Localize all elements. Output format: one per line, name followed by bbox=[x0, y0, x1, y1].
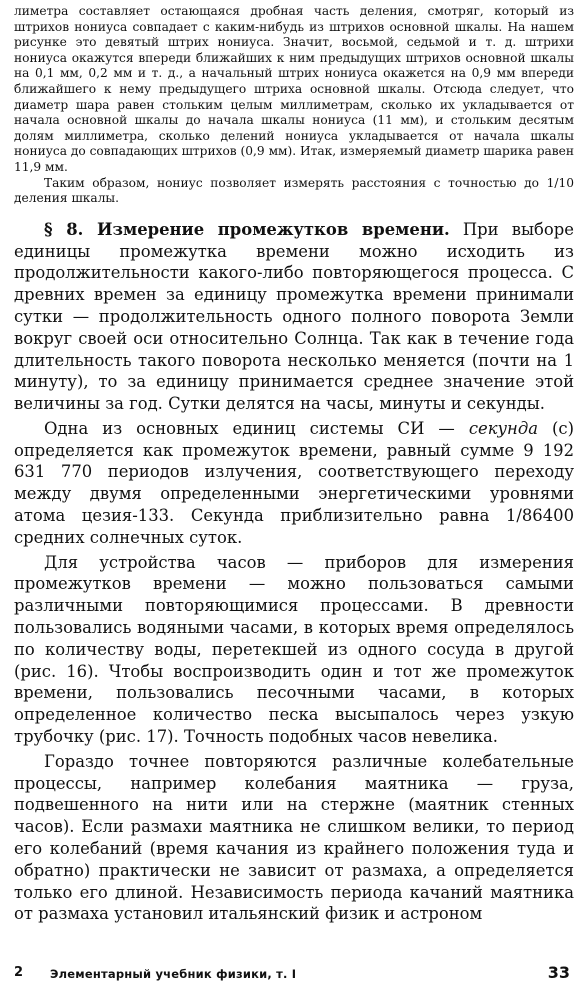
section-paragraph-1-text: При выборе единицы промежутка времени можно исходить из продолжительности какого-либо повторяющегося процесса. С древних времен за единицу промежутка времени принимали сутки — продолжительность одного полного поворота Земли вокруг своей оси относительно Солнца. Так как в течение года длительность такого поворота несколько меняется (почти на 1 минуту), то за единицу принимается среднее значение этой величины за год. Сутки делятся на часы, минуты и секунды. bbox=[14, 219, 574, 414]
section-paragraph-3: Для устройства часов — приборов для измерения промежутков времени — можно пользоваться самыми различными повторяющимися процессами. В древности пользовались водяными часами, в которых время определялось по количеству воды, перетекшей из одного сосуда в другой (рис. 16). Чтобы воспроизводить один и тот же промежуток времени, пользовались песочными часами, в которых определенное количество песка высыпалось через узкую трубочку (рис. 17). Точность подобных часов невелика. bbox=[14, 552, 574, 747]
page-number: 33 bbox=[547, 963, 570, 982]
section-paragraph-1 bbox=[14, 219, 574, 415]
page-footer bbox=[14, 959, 574, 983]
continuation-paragraph-2: Таким образом, нониус позволяет измерять расстояния с точностью до 1/10 деления шкалы. bbox=[14, 175, 574, 206]
book-title: Элементарный учебник физики, т. I bbox=[50, 967, 297, 981]
section-paragraph-2-text-a: Одна из основных единиц системы СИ — bbox=[44, 418, 469, 438]
section-title: § 8. Измерение промежутков времени. bbox=[44, 219, 450, 239]
signature-mark: 2 bbox=[14, 965, 24, 980]
term-second: секунда bbox=[468, 418, 538, 438]
section-paragraph-4: Гораздо точнее повторяются различные колебательные процессы, например колебания маятника — груза, подвешенного на нити или на стержне (маятник стенных часов). Если размахи маятника не слишком велики, то период его колебаний (время качания из крайнего положения туда и обратно) практически не зависит от размаха, а определяется только его длиной. Независимость периода качаний маятника от размаха установил итальянский физик и астроном bbox=[14, 751, 574, 924]
continuation-paragraph-1: лиметра составляет остающаяся дробная часть деления, смотряг, который из штрихов нониуса совпадает с каким-нибудь из штрихов основной шкалы. На нашем рисунке это девятый штрих нониуса. Значит, восьмой, седьмой и т. д. штрихи нониуса окажутся впереди ближайших к ним предыдущих штрихов основной шкалы на 0,1 мм, 0,2 мм и т. д., а начальный штрих нониуса окажется на 0,9 мм впереди ближайшего к нему предыдущего штриха основной шкалы. Отсюда следует, что диаметр шара равен стольким целым миллиметрам, сколько их укладывается от начала основной шкалы до начала шкалы нониуса (11 мм), и стольким десятым долям миллиметра, сколько делений нониуса укладывается от начала шкалы нониуса до совпадающих штрихов (0,9 мм). Итак, измеряемый диаметр шарика равен 11,9 мм. bbox=[14, 4, 574, 174]
section-paragraph-2-text-b: (с) определяется как промежуток времени, равный сумме 9 192 631 770 периодов излучения, соответствующего переходу между двумя определенными энергетическими уровнями атома цезия-133. Секунда приблизительно равна 1/86400 средних солнечных суток. bbox=[14, 418, 574, 547]
book-page bbox=[14, 4, 574, 986]
section-paragraph-2 bbox=[14, 418, 574, 549]
